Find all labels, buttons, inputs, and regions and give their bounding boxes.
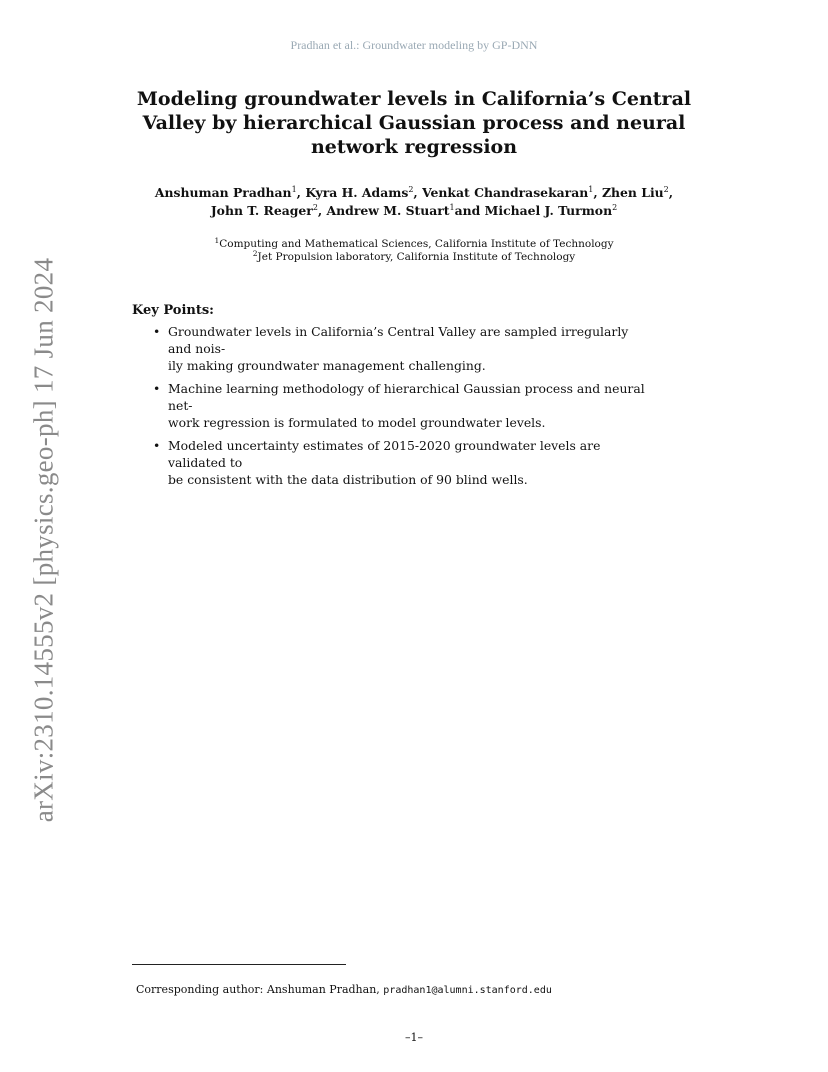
key-point-text-line: be consistent with the data distribution of 90 blind wells. [168, 472, 528, 487]
key-point-text-line: Modeled uncertainty estimates of 2015-2020 groundwater levels are validated to [168, 438, 601, 470]
key-points-list [153, 323, 653, 494]
bullet-marker: • [153, 438, 161, 453]
key-point-item [153, 380, 653, 431]
footnote-author-name: Anshuman Pradhan, [266, 983, 380, 996]
paper-title-line: network regression [310, 136, 518, 158]
key-point-text-line: Machine learning methodology of hierarchical Gaussian process and neural net- [168, 381, 645, 413]
author-name: Kyra H. Adams [305, 185, 409, 200]
key-point-text-line: Groundwater levels in California’s Central Valley are sampled irregularly and nois- [168, 324, 629, 356]
paper-title-line: Valley by hierarchical Gaussian process and neural [142, 112, 686, 134]
key-points-heading: Key Points: [132, 303, 214, 318]
author-name: John T. Reager [210, 203, 313, 218]
author-affiliation-mark: 2 [612, 203, 618, 212]
footnote-label: Corresponding author: [136, 983, 264, 996]
key-point-item [153, 437, 653, 488]
author-separator: and [454, 203, 485, 218]
bullet-marker: • [153, 324, 161, 339]
key-point-text-line: work regression is formulated to model groundwater levels. [168, 415, 546, 430]
author-name: Venkat Chandrasekaran [422, 185, 589, 200]
affiliation-text: Computing and Mathematical Sciences, California Institute of Technology [219, 238, 614, 250]
author-name: Andrew M. Stuart [326, 203, 450, 218]
author-name: Michael J. Turmon [484, 203, 613, 218]
author-affiliation-mark: 2 [663, 185, 669, 194]
bullet-marker: • [153, 381, 161, 396]
corresponding-author-footnote [136, 983, 552, 996]
author-separator: , [593, 185, 602, 200]
key-point-text-line: ily making groundwater management challenging. [168, 358, 486, 373]
author-affiliation-mark: 1 [588, 185, 594, 194]
author-separator: , [413, 185, 423, 200]
paper-title-line: Modeling groundwater levels in California’s Central [136, 88, 692, 110]
affiliation-list [104, 238, 724, 264]
author-separator: , [296, 185, 306, 200]
author-separator: , [317, 203, 327, 218]
author-separator: , [668, 185, 674, 200]
arxiv-identifier-stamp: arXiv:2310.14555v2 [physics.geo-ph] 17 Jun 2024 [28, 257, 59, 823]
author-affiliation-mark: 2 [408, 185, 414, 194]
author-email: pradhan1@alumni.stanford.edu [383, 985, 552, 996]
page-number: –1– [405, 1031, 423, 1044]
paper-title [104, 87, 724, 159]
author-affiliation-mark: 1 [449, 203, 455, 212]
affiliation-line [104, 251, 724, 264]
author-affiliation-mark: 1 [291, 185, 297, 194]
affiliation-text: Jet Propulsion laboratory, California Institute of Technology [257, 251, 576, 263]
affiliation-mark: 1 [214, 236, 220, 245]
affiliation-line [104, 238, 724, 251]
author-affiliation-mark: 2 [312, 203, 318, 212]
author-name: Anshuman Pradhan [154, 185, 292, 200]
footnote-divider [132, 964, 346, 965]
author-name: Zhen Liu [601, 185, 664, 200]
running-head: Pradhan et al.: Groundwater modeling by GP-DNN [290, 38, 538, 52]
author-list [104, 184, 724, 220]
affiliation-mark: 2 [252, 249, 258, 258]
key-point-item [153, 323, 653, 374]
